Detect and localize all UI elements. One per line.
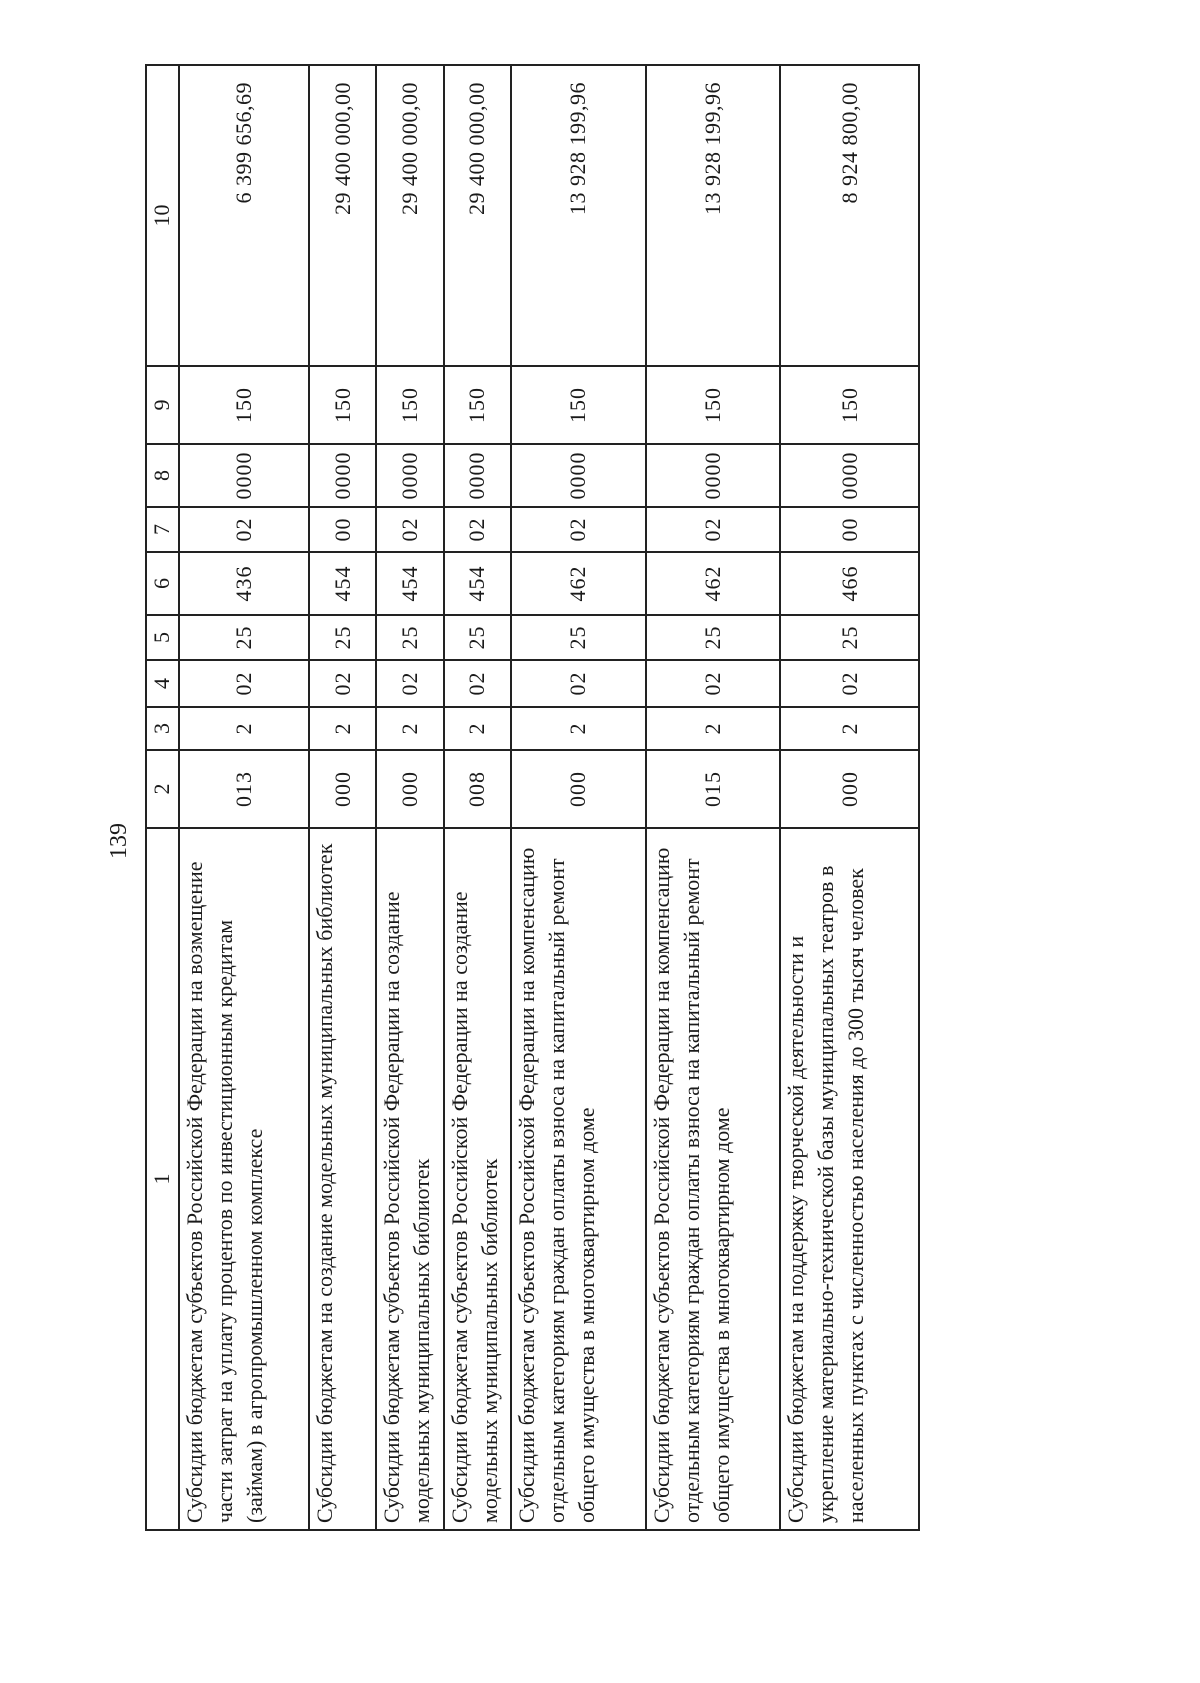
code-cell-program: 0000 bbox=[780, 444, 919, 507]
code-cell-element: 00 bbox=[780, 507, 919, 552]
code-cell-subarticle: 454 bbox=[444, 552, 511, 615]
code-cell-group: 2 bbox=[646, 707, 781, 750]
subsidy-name-cell: Субсидии бюджетам субъектов Российской Федерации на возмещение части затрат на уплату процентов по инвестиционным кредитам (займам) в агропромышленном комплексе bbox=[179, 828, 310, 1530]
column-header: 8 bbox=[146, 444, 179, 507]
code-cell-program: 0000 bbox=[511, 444, 646, 507]
code-cell-article: 25 bbox=[444, 615, 511, 660]
table-row bbox=[511, 65, 646, 1530]
amount-cell: 13 928 199,96 bbox=[646, 65, 781, 366]
code-cell-subarticle: 462 bbox=[646, 552, 781, 615]
code-cell-program: 0000 bbox=[179, 444, 310, 507]
amount-cell: 6 399 656,69 bbox=[179, 65, 310, 366]
table-row bbox=[444, 65, 511, 1530]
code-cell-subarticle: 466 bbox=[780, 552, 919, 615]
column-header: 7 bbox=[146, 507, 179, 552]
code-cell-group: 2 bbox=[179, 707, 310, 750]
code-cell-admin: 000 bbox=[376, 750, 443, 828]
column-header: 6 bbox=[146, 552, 179, 615]
code-cell-element: 02 bbox=[376, 507, 443, 552]
code-cell-subgroup: 02 bbox=[179, 660, 310, 707]
code-cell-classification: 150 bbox=[376, 366, 443, 444]
code-cell-admin: 000 bbox=[309, 750, 376, 828]
code-cell-admin: 000 bbox=[511, 750, 646, 828]
code-cell-classification: 150 bbox=[444, 366, 511, 444]
table-row bbox=[376, 65, 443, 1530]
code-cell-program: 0000 bbox=[646, 444, 781, 507]
page-number: 139 bbox=[106, 823, 132, 859]
table-row bbox=[179, 65, 310, 1530]
code-cell-classification: 150 bbox=[309, 366, 376, 444]
amount-cell: 29 400 000,00 bbox=[376, 65, 443, 366]
amount-cell: 29 400 000,00 bbox=[309, 65, 376, 366]
table-header-row bbox=[146, 65, 179, 1530]
column-header: 10 bbox=[146, 65, 179, 366]
code-cell-admin: 013 bbox=[179, 750, 310, 828]
amount-cell: 8 924 800,00 bbox=[780, 65, 919, 366]
subsidy-name-cell: Субсидии бюджетам на создание модельных муниципальных библиотек bbox=[309, 828, 376, 1530]
code-cell-subgroup: 02 bbox=[780, 660, 919, 707]
subsidy-name-cell: Субсидии бюджетам субъектов Российской Федерации на компенсацию отдельным категориям граждан оплаты взноса на капитальный ремонт общего имущества в многоквартирном доме bbox=[646, 828, 781, 1530]
column-header: 2 bbox=[146, 750, 179, 828]
code-cell-element: 02 bbox=[444, 507, 511, 552]
code-cell-group: 2 bbox=[780, 707, 919, 750]
table-row bbox=[646, 65, 781, 1530]
code-cell-article: 25 bbox=[780, 615, 919, 660]
column-header: 9 bbox=[146, 366, 179, 444]
column-header: 1 bbox=[146, 828, 179, 1530]
code-cell-admin: 008 bbox=[444, 750, 511, 828]
subsidy-name-cell: Субсидии бюджетам субъектов Российской Федерации на компенсацию отдельным категориям граждан оплаты взноса на капитальный ремонт общего имущества в многоквартирном доме bbox=[511, 828, 646, 1530]
code-cell-classification: 150 bbox=[511, 366, 646, 444]
code-cell-group: 2 bbox=[511, 707, 646, 750]
code-cell-subgroup: 02 bbox=[511, 660, 646, 707]
table-row bbox=[309, 65, 376, 1530]
subsidy-name-cell: Субсидии бюджетам субъектов Российской Федерации на создание модельных муниципальных библиотек bbox=[376, 828, 443, 1530]
code-cell-article: 25 bbox=[309, 615, 376, 660]
code-cell-article: 25 bbox=[179, 615, 310, 660]
subsidy-name-cell: Субсидии бюджетам субъектов Российской Федерации на создание модельных муниципальных библиотек bbox=[444, 828, 511, 1530]
code-cell-subarticle: 454 bbox=[309, 552, 376, 615]
code-cell-group: 2 bbox=[444, 707, 511, 750]
amount-cell: 13 928 199,96 bbox=[511, 65, 646, 366]
code-cell-program: 0000 bbox=[376, 444, 443, 507]
code-cell-group: 2 bbox=[376, 707, 443, 750]
subsidy-name-cell: Субсидии бюджетам на поддержку творческой деятельности и укрепление материально-технической базы муниципальных театров в населенных пунктах с численностью населения до 300 тысяч человек bbox=[780, 828, 919, 1530]
column-header: 5 bbox=[146, 615, 179, 660]
code-cell-subgroup: 02 bbox=[444, 660, 511, 707]
code-cell-program: 0000 bbox=[309, 444, 376, 507]
table-rotation-wrapper bbox=[145, 66, 920, 1531]
code-cell-article: 25 bbox=[376, 615, 443, 660]
code-cell-element: 02 bbox=[511, 507, 646, 552]
code-cell-subgroup: 02 bbox=[309, 660, 376, 707]
column-header: 3 bbox=[146, 707, 179, 750]
budget-table bbox=[145, 64, 920, 1531]
code-cell-article: 25 bbox=[646, 615, 781, 660]
code-cell-classification: 150 bbox=[646, 366, 781, 444]
code-cell-subgroup: 02 bbox=[646, 660, 781, 707]
code-cell-admin: 015 bbox=[646, 750, 781, 828]
code-cell-subarticle: 436 bbox=[179, 552, 310, 615]
code-cell-subgroup: 02 bbox=[376, 660, 443, 707]
table-row bbox=[780, 65, 919, 1530]
code-cell-classification: 150 bbox=[179, 366, 310, 444]
code-cell-classification: 150 bbox=[780, 366, 919, 444]
code-cell-element: 02 bbox=[179, 507, 310, 552]
code-cell-subarticle: 454 bbox=[376, 552, 443, 615]
column-header: 4 bbox=[146, 660, 179, 707]
code-cell-subarticle: 462 bbox=[511, 552, 646, 615]
code-cell-group: 2 bbox=[309, 707, 376, 750]
code-cell-element: 00 bbox=[309, 507, 376, 552]
amount-cell: 29 400 000,00 bbox=[444, 65, 511, 366]
code-cell-article: 25 bbox=[511, 615, 646, 660]
code-cell-admin: 000 bbox=[780, 750, 919, 828]
code-cell-element: 02 bbox=[646, 507, 781, 552]
code-cell-program: 0000 bbox=[444, 444, 511, 507]
